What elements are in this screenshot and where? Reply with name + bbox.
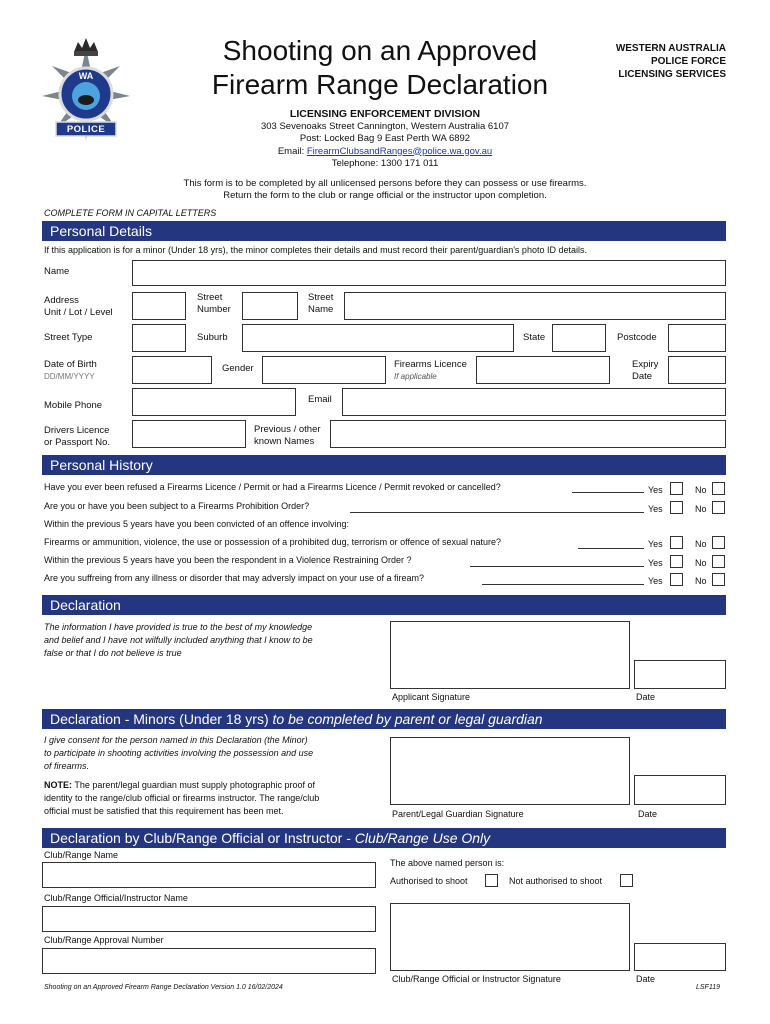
email-field-label: Email	[308, 394, 332, 405]
authorised-label: Authorised to shoot	[390, 876, 468, 886]
street-number-label-line-2: Number	[197, 304, 231, 315]
club-heading-italic: Club/Range Use Only	[354, 830, 491, 846]
approval-number-field[interactable]	[42, 948, 376, 974]
no-checkbox[interactable]	[712, 555, 725, 568]
yes-label: Yes	[648, 485, 663, 495]
note-line-1: The parent/legal guardian must supply photographic proof of	[72, 780, 315, 790]
no-checkbox[interactable]	[712, 501, 725, 514]
expiry-label-line-1: Expiry	[632, 359, 659, 370]
question-prohibition-order: Are you or have you been subject to a Firearms Prohibition Order?	[44, 501, 310, 511]
yes-label: Yes	[648, 504, 663, 514]
declaration-text	[44, 621, 313, 660]
answer-line	[350, 512, 644, 513]
expiry-label	[632, 359, 658, 383]
minors-heading-text: Declaration - Minors (Under 18 yrs)	[50, 711, 273, 727]
expiry-label-line-2: Date	[632, 371, 653, 382]
yes-checkbox[interactable]	[670, 555, 683, 568]
contact-block	[150, 108, 620, 171]
firearms-licence-label	[394, 359, 467, 383]
intro-line-2: Return the form to the club or range official or the instructor upon completion.	[223, 190, 547, 201]
drivers-licence-label	[44, 425, 110, 449]
note-line-2: identity to the range/club official or firearms instructor. The range/club	[44, 793, 320, 803]
authorised-checkbox[interactable]	[485, 874, 498, 887]
address-label-line-2: Unit / Lot / Level	[44, 307, 113, 318]
previous-names-label-line-1: Previous / other	[254, 424, 321, 435]
agency-name	[616, 42, 726, 81]
agency-line-2: POLICE FORCE	[650, 56, 726, 67]
footer-version: Shooting on an Approved Firearm Range Declaration Version 1.0 16/02/2024	[44, 984, 283, 991]
section-heading-declaration: Declaration	[42, 595, 726, 615]
wa-police-logo	[38, 36, 134, 142]
declaration-text-line-2: and belief and I have not wilfully included anything that I know to be	[44, 635, 313, 645]
applicant-signature-box[interactable]	[390, 621, 630, 689]
logo-wa-text: WA	[78, 71, 94, 81]
section-heading-minors	[42, 709, 726, 729]
yes-checkbox[interactable]	[670, 482, 683, 495]
applicant-date-box[interactable]	[634, 660, 726, 689]
applicant-signature-label: Applicant Signature	[392, 692, 471, 702]
section-heading-personal-details: Personal Details	[42, 221, 726, 241]
drivers-licence-label-line-2: or Passport No.	[44, 437, 110, 448]
question-violence-restraining-order: Within the previous 5 years have you been the respondent in a Violence Restraining Order ?	[44, 555, 412, 565]
capitals-note: COMPLETE FORM IN CAPITAL LETTERS	[44, 208, 217, 218]
answer-line	[572, 492, 644, 493]
street-number-field[interactable]	[242, 292, 298, 320]
title-line-2: Firearm Range Declaration	[211, 69, 549, 100]
minors-heading-italic: to be completed by parent or legal guardian	[272, 711, 543, 727]
street-name-label	[308, 292, 333, 316]
minors-note	[44, 779, 319, 818]
gender-label: Gender	[222, 363, 254, 374]
if-applicable-hint: If applicable	[394, 372, 437, 381]
street-name-label-line-1: Street	[308, 292, 334, 303]
approval-number-label: Club/Range Approval Number	[44, 935, 164, 945]
no-checkbox[interactable]	[712, 482, 725, 495]
declaration-text-line-1: The information I have provided is true to the best of my knowledge	[44, 622, 313, 632]
section-heading-club-range	[42, 828, 726, 848]
telephone-text: Telephone: 1300 171 011	[331, 158, 439, 169]
yes-checkbox[interactable]	[670, 573, 683, 586]
official-signature-label: Club/Range Official or Instructor Signature	[392, 974, 561, 984]
previous-names-label	[254, 424, 321, 448]
expiry-field[interactable]	[668, 356, 726, 384]
intro-text	[100, 178, 670, 202]
no-label: No	[695, 485, 707, 495]
name-field[interactable]	[132, 260, 726, 286]
state-label: State	[523, 332, 546, 343]
guardian-date-box[interactable]	[634, 775, 726, 805]
official-date-label: Date	[636, 974, 656, 984]
minors-consent-line-1: I give consent for the person named in this Declaration (the Minor)	[44, 735, 308, 745]
not-authorised-checkbox[interactable]	[620, 874, 633, 887]
minor-note: If this application is for a minor (Under 18 yrs), the minor completes their details and must record their parent/guardian's photo ID details.	[44, 245, 587, 255]
email-link[interactable]: FirearmClubsandRanges@police.wa.gov.au	[306, 145, 493, 157]
no-label: No	[695, 558, 707, 568]
street-name-field[interactable]	[344, 292, 726, 320]
email-line	[150, 146, 620, 159]
applicant-date-label: Date	[636, 692, 656, 702]
post-text: Post: Locked Bag 9 East Perth WA 6892	[299, 133, 471, 144]
firearms-licence-field[interactable]	[476, 356, 610, 384]
declaration-text-line-3: false or that I do not believe is true	[44, 648, 182, 658]
answer-line	[578, 548, 644, 549]
email-label: Email:	[277, 145, 307, 157]
division-name: LICENSING ENFORCEMENT DIVISION	[289, 108, 481, 120]
gender-field[interactable]	[262, 356, 386, 384]
address-text: 303 Sevenoaks Street Cannington, Western Australia 6107	[260, 120, 510, 132]
guardian-date-label: Date	[638, 809, 658, 819]
drivers-licence-field[interactable]	[132, 420, 246, 448]
answer-line	[482, 584, 644, 585]
guardian-signature-label: Parent/Legal Guardian Signature	[392, 809, 524, 819]
above-named-text: The above named person is:	[390, 858, 505, 868]
no-checkbox[interactable]	[712, 536, 725, 549]
mobile-field[interactable]	[132, 388, 296, 416]
answer-line	[470, 566, 644, 567]
within-five-years-text: Within the previous 5 years have you been convicted of an offence involving:	[44, 519, 350, 529]
dob-label-line-1: Date of Birth	[44, 359, 97, 370]
minors-consent-line-2: to participate in shooting activities involving the possession and use	[44, 748, 314, 758]
form-title	[170, 34, 590, 102]
previous-names-label-line-2: known Names	[254, 436, 315, 447]
dob-label	[44, 359, 97, 383]
question-refused-licence: Have you ever been refused a Firearms Licence / Permit or had a Firearms Licence / Permit revoked or cancelled?	[44, 482, 501, 492]
previous-names-field[interactable]	[330, 420, 726, 448]
no-label: No	[695, 539, 707, 549]
official-name-field[interactable]	[42, 906, 376, 932]
yes-label: Yes	[648, 539, 663, 549]
mobile-label: Mobile Phone	[44, 400, 103, 411]
official-name-label: Club/Range Official/Instructor Name	[44, 893, 188, 903]
guardian-signature-box[interactable]	[390, 737, 630, 805]
agency-line-1: WESTERN AUSTRALIA	[615, 43, 726, 54]
name-label: Name	[44, 266, 70, 277]
logo-police-text: POLICE	[66, 124, 106, 135]
footer-form-code: LSF119	[696, 984, 720, 991]
email-field[interactable]	[342, 388, 726, 416]
no-checkbox[interactable]	[712, 573, 725, 586]
address-label-line-1: Address	[44, 295, 79, 306]
unit-field[interactable]	[132, 292, 186, 320]
state-field[interactable]	[552, 324, 606, 352]
minors-consent-text	[44, 734, 313, 773]
question-convicted-offence: Firearms or ammunition, violence, the use or possession of a prohibited dug, terrorism or offence of sexual nature?	[44, 537, 502, 547]
yes-label: Yes	[648, 558, 663, 568]
yes-label: Yes	[648, 576, 663, 586]
street-type-field[interactable]	[132, 324, 186, 352]
club-name-label: Club/Range Name	[44, 850, 119, 860]
no-label: No	[695, 504, 707, 514]
section-heading-personal-history: Personal History	[42, 455, 726, 475]
minors-consent-line-3: of firearms.	[44, 761, 90, 771]
suburb-label: Suburb	[197, 332, 228, 343]
club-name-field[interactable]	[42, 862, 376, 888]
question-illness-disorder: Are you suffreing from any illness or disorder that may adversly impact on your use of a fiream?	[44, 573, 425, 583]
title-line-1: Shooting on an Approved	[222, 35, 538, 66]
address-label	[44, 295, 113, 319]
dob-format-hint: DD/MM/YYYY	[44, 372, 95, 381]
street-number-label-line-1: Street	[197, 292, 223, 303]
street-name-label-line-2: Name	[308, 304, 334, 315]
no-label: No	[695, 576, 707, 586]
yes-checkbox[interactable]	[670, 501, 683, 514]
postcode-label: Postcode	[617, 332, 657, 343]
yes-checkbox[interactable]	[670, 536, 683, 549]
dob-field[interactable]	[132, 356, 212, 384]
intro-line-1: This form is to be completed by all unlicensed persons before they can possess or use firearms.	[183, 178, 587, 189]
suburb-field[interactable]	[242, 324, 514, 352]
not-authorised-label: Not authorised to shoot	[509, 876, 603, 886]
street-type-label: Street Type	[44, 332, 93, 343]
note-label: NOTE:	[44, 780, 72, 790]
postcode-field[interactable]	[668, 324, 726, 352]
official-date-box[interactable]	[634, 943, 726, 971]
official-signature-box[interactable]	[390, 903, 630, 971]
drivers-licence-label-line-1: Drivers Licence	[44, 425, 110, 436]
agency-line-3: LICENSING SERVICES	[618, 69, 726, 80]
club-heading-text: Declaration by Club/Range Official or Instructor -	[50, 830, 355, 846]
firearms-licence-label-line-1: Firearms Licence	[394, 359, 467, 370]
note-line-3: official must be satisfied that this requirement has been met.	[44, 806, 284, 816]
street-number-label	[197, 292, 231, 316]
